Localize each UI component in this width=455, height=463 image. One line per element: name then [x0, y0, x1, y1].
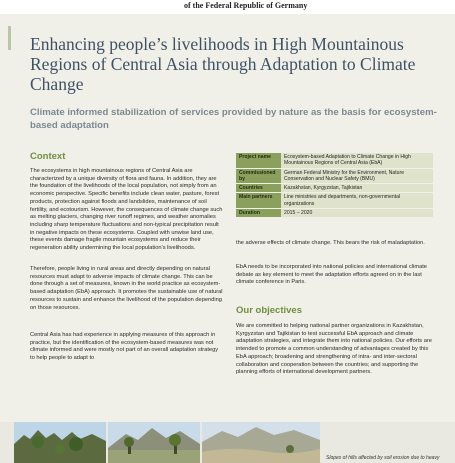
info-row	[236, 169, 433, 184]
context-paragraph-3: Central Asia has had experience in applying measures of this approach in practice, but the identification of the ecosystem-based measures was not climate informed and were mostly not part of an overall adaptation strategy to help people to adapt to	[30, 332, 219, 362]
info-value: Kazakhstan, Kyrgyzstan, Tajikistan	[281, 184, 433, 192]
government-line: of the Federal Republic of Germany	[184, 1, 308, 10]
info-value: German Federal Ministry for the Environment, Nature Conservation and Nuclear Safety (BMU)	[281, 169, 433, 184]
context-paragraph-2: Therefore, people living in rural areas and directly depending on natural resources must adapt to adverse impacts of climate change. This can be done through a set of measures, known in the world practice as ecosystem-based adaptation (EbA) approach. It promotes the sustainable use of natural resources to sustain and enhance the livelihood of the population depending on those resources.	[30, 266, 223, 311]
photo-caption: Slopes of hills affected by soil erosion due to heavy	[326, 455, 440, 461]
info-row	[236, 184, 433, 192]
info-row	[236, 193, 433, 208]
objectives-heading: Our objectives	[236, 305, 302, 316]
objectives-paragraph: We are committed to helping national partner organizations in Kazakhstan, Kyrgyzstan and Tajikistan to test successful EbA approach and climate adaptation strategies, and integrate them into national policies. Our efforts are intended to promote a common understanding of advantages created by this EbA approach; broadening and strengthening of intra- and inter-sectoral collaboration and cooperation between the countries; and supporting the planning efforts of international development partners.	[236, 323, 432, 376]
info-key: Main partners	[236, 193, 281, 208]
info-row	[236, 209, 433, 217]
landscape-photo-2	[108, 422, 200, 463]
info-value: 2015 – 2020	[281, 209, 433, 217]
header-strip	[0, 0, 455, 14]
info-value: Line ministries and departments, non-governmental organizations	[281, 193, 433, 208]
info-key: Project name	[236, 153, 281, 168]
context-paragraph-1: The ecosystems in high mountainous regions of Central Asia are characterized by a unique diversity of flora and fauna. In addition, they are the foundation of the livelihoods of the local population, not simply from an economic perspective. Specific benefits include clean water, pasture, forest products, protection against floods and landslides, maintenance of soil fertility, and ecotourism. However, the consequences of climate change such as melting glaciers, changing river runoff regimes, and weather anomalies including sharp temperature fluctuations and non-typical precipitation result in negative impacts on these ecosystems. Coupled with unwise land use, these events damage fragile mountain ecosystems and reduce their regeneration ability undermining the local population’s livelihoods.	[30, 168, 223, 252]
info-row	[236, 153, 433, 168]
info-key: Duration	[236, 209, 281, 217]
info-value: Ecosystem-based Adaptation to Climate Change in High Mountainous Regions of Central Asia (EbA)	[281, 153, 433, 168]
right-paragraph-1: the adverse effects of climate change. This bears the risk of maladaptation.	[236, 240, 425, 246]
info-key: Commissioned by	[236, 169, 281, 184]
landscape-photo-1	[14, 422, 106, 463]
page-subtitle: Climate informed stabilization of services provided by nature as the basis for ecosystem-based adaptation	[30, 107, 437, 131]
info-key: Countries	[236, 184, 281, 192]
context-heading: Context	[30, 151, 66, 162]
project-info-table	[236, 152, 433, 218]
right-paragraph-2: EbA needs to be incorporated into national policies and international climate debate as key element to meet the adaptation efforts agreed on in the last climate conference in Paris.	[236, 264, 427, 286]
accent-bar	[8, 26, 11, 50]
landscape-photo-3	[202, 422, 320, 463]
page-title: Enhancing people’s livelihoods in High Mountainous Regions of Central Asia through Adaptation to Climate Change	[30, 34, 416, 94]
